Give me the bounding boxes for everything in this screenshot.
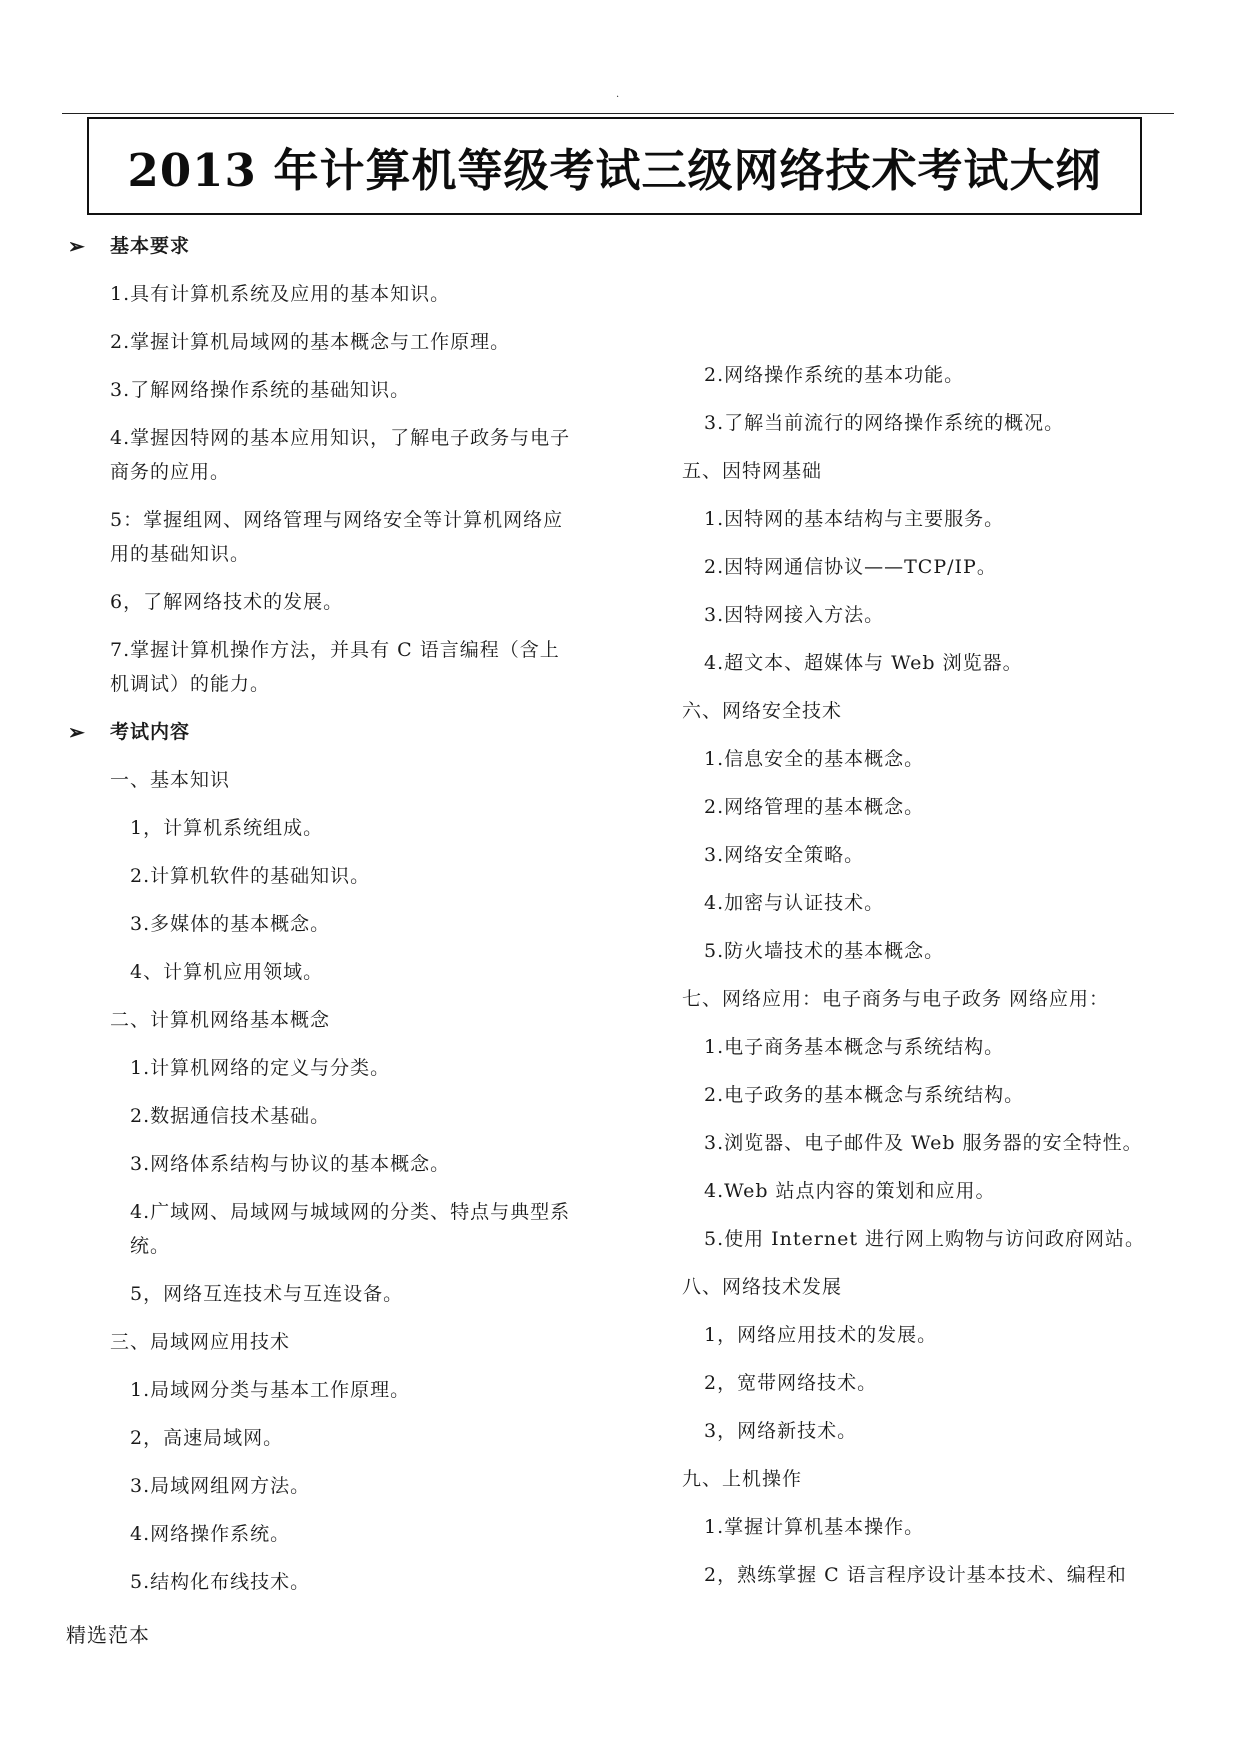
list-item	[68, 633, 608, 701]
list-item	[68, 421, 608, 489]
list-item: 1.信息安全的基本概念。	[704, 748, 925, 770]
subsection-title: 一、基本知识	[110, 769, 231, 791]
list-item: 3.局域网组网方法。	[130, 1475, 311, 1497]
list-item: 1.掌握计算机基本操作。	[704, 1516, 925, 1538]
list-item: 1.电子商务基本概念与系统结构。	[704, 1036, 1005, 1058]
list-item: 3，网络新技术。	[704, 1420, 858, 1442]
footer-text: 精选范本	[66, 1623, 150, 1647]
list-item: 2，宽带网络技术。	[704, 1372, 878, 1394]
list-item: 1.计算机网络的定义与分类。	[130, 1057, 391, 1079]
list-item	[68, 503, 608, 571]
header-rule	[62, 113, 1174, 114]
list-item: 1.局域网分类与基本工作原理。	[130, 1379, 411, 1401]
list-item-line: 7.掌握计算机操作方法，并具有 C 语言编程（含上	[110, 639, 560, 661]
list-item: 4.Web 站点内容的策划和应用。	[704, 1180, 996, 1202]
right-column	[682, 358, 1202, 1592]
section-basic-requirements	[68, 229, 608, 263]
list-item-line: 商务的应用。	[110, 461, 231, 483]
list-item: 2，熟练掌握 C 语言程序设计基本技术、编程和	[704, 1564, 1127, 1586]
subsection-title: 三、局域网应用技术	[110, 1331, 291, 1353]
arrow-bullet-icon: ➢	[68, 234, 86, 258]
subsection-title: 七、网络应用：电子商务与电子政务 网络应用：	[682, 988, 1110, 1010]
list-item-line: 机调试）的能力。	[110, 673, 271, 695]
list-item: 6，了解网络技术的发展。	[110, 591, 344, 613]
list-item: 5，网络互连技术与互连设备。	[130, 1283, 404, 1305]
list-item: 2.因特网通信协议——TCP/IP。	[704, 556, 997, 578]
list-item: 3.网络体系结构与协议的基本概念。	[130, 1153, 451, 1175]
list-item: 3.浏览器、电子邮件及 Web 服务器的安全特性。	[704, 1132, 1143, 1154]
list-item: 4.加密与认证技术。	[704, 892, 885, 914]
list-item: 2.计算机软件的基础知识。	[130, 865, 371, 887]
list-item: 1，网络应用技术的发展。	[704, 1324, 938, 1346]
list-item-line: 用的基础知识。	[110, 543, 251, 565]
list-item-line: 统。	[130, 1235, 171, 1257]
subsection-title: 六、网络安全技术	[682, 700, 843, 722]
section-heading: 基本要求	[110, 235, 191, 257]
list-item-line: 4.掌握因特网的基本应用知识，了解电子政务与电子	[110, 427, 571, 449]
subsection-title: 八、网络技术发展	[682, 1276, 843, 1298]
left-column	[68, 229, 608, 1599]
list-item: 4、计算机应用领域。	[130, 961, 324, 983]
subsection-title: 五、因特网基础	[682, 460, 823, 482]
header-dot: .	[616, 89, 620, 100]
list-item: 3.网络安全策略。	[704, 844, 865, 866]
subsection-title: 二、计算机网络基本概念	[110, 1009, 331, 1031]
list-item: 2.网络管理的基本概念。	[704, 796, 925, 818]
list-item: 2.网络操作系统的基本功能。	[704, 364, 965, 386]
list-item-line: 5：掌握组网、网络管理与网络安全等计算机网络应	[110, 509, 564, 531]
list-item: 3.了解网络操作系统的基础知识。	[110, 379, 411, 401]
page-title: 2013 年计算机等级考试三级网络技术考试大纲	[127, 143, 1102, 197]
list-item: 1.因特网的基本结构与主要服务。	[704, 508, 1005, 530]
list-item: 2.数据通信技术基础。	[130, 1105, 331, 1127]
list-item: 3.因特网接入方法。	[704, 604, 885, 626]
list-item: 2，高速局域网。	[130, 1427, 284, 1449]
list-item: 3.多媒体的基本概念。	[130, 913, 331, 935]
list-item: 2.掌握计算机局域网的基本概念与工作原理。	[110, 331, 511, 353]
list-item: 2.电子政务的基本概念与系统结构。	[704, 1084, 1025, 1106]
list-item: 1，计算机系统组成。	[130, 817, 324, 839]
subsection-title: 九、上机操作	[682, 1468, 803, 1490]
list-item: 5.结构化布线技术。	[130, 1571, 311, 1593]
list-item	[68, 1195, 608, 1263]
list-item: 1.具有计算机系统及应用的基本知识。	[110, 283, 451, 305]
section-heading: 考试内容	[110, 721, 191, 743]
list-item: 4.网络操作系统。	[130, 1523, 291, 1545]
title-box	[87, 117, 1142, 215]
list-item: 5.防火墙技术的基本概念。	[704, 940, 945, 962]
section-exam-content	[68, 715, 608, 749]
arrow-bullet-icon: ➢	[68, 720, 86, 744]
list-item: 4.超文本、超媒体与 Web 浏览器。	[704, 652, 1023, 674]
list-item: 3.了解当前流行的网络操作系统的概况。	[704, 412, 1065, 434]
list-item: 5.使用 Internet 进行网上购物与访问政府网站。	[704, 1228, 1146, 1250]
list-item-line: 4.广域网、局域网与城域网的分类、特点与典型系	[130, 1201, 571, 1223]
